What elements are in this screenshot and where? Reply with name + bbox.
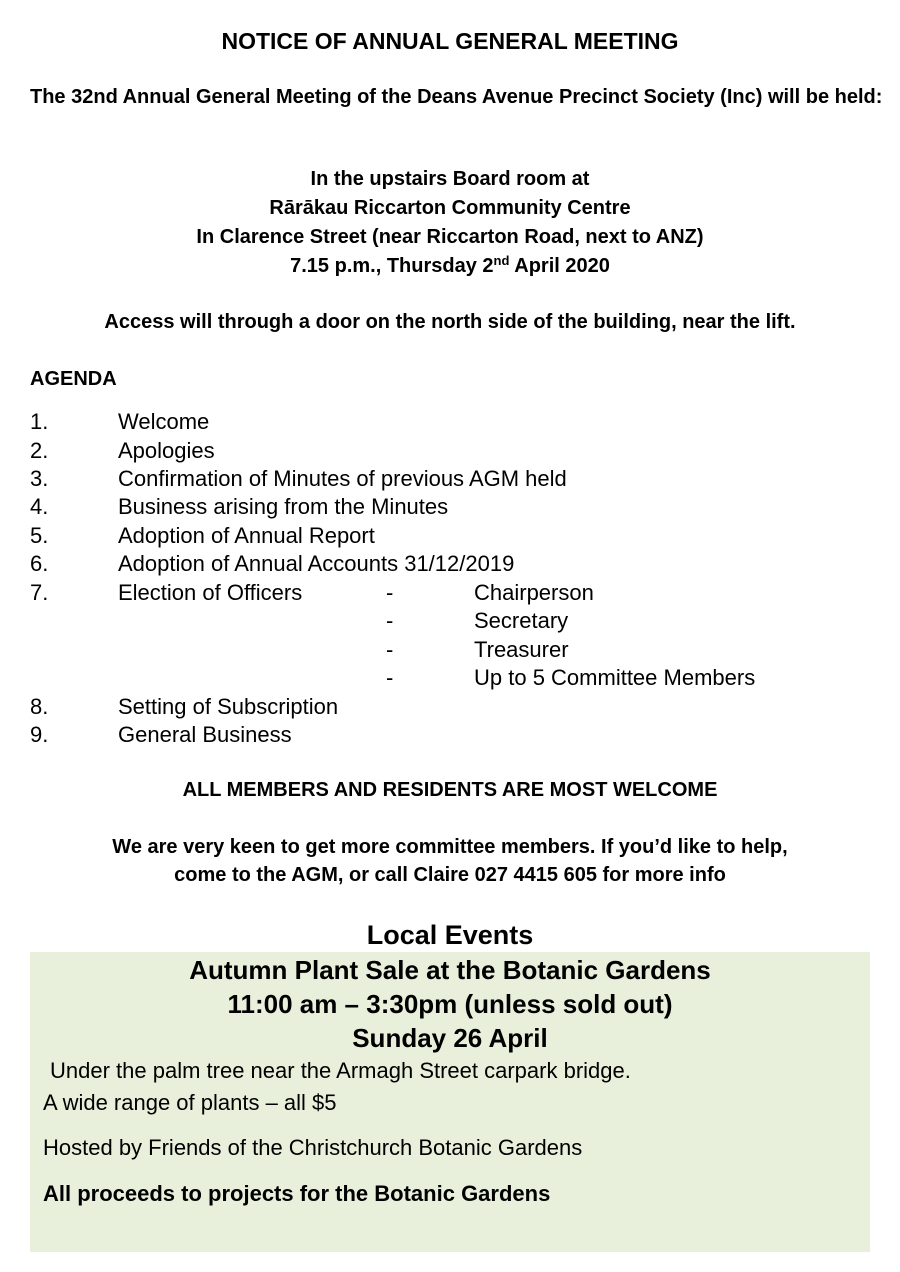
agenda-item-number: 5. [30,523,49,548]
agenda-item-number: 9. [30,722,49,747]
venue-line-street: In Clarence Street (near Riccarton Road, next to ANZ) [196,226,704,248]
plant-sale-time: 11:00 am – 3:30pm (unless sold out) [227,989,673,1019]
meeting-time [0,252,900,278]
agenda-item-number: 1. [30,409,49,434]
committee-appeal-line1: We are very keen to get more committee members. If you’d like to help, [112,836,788,858]
access-note: Access will through a door on the north side of the building, near the lift. [104,311,796,333]
agenda-item-text: Setting of Subscription [118,694,339,719]
agenda-item-number: 4. [30,494,49,519]
officer-role: Treasurer [474,637,569,662]
plant-sale-title: Autumn Plant Sale at the Botanic Gardens [189,955,711,985]
agenda-heading: AGENDA [30,368,117,390]
venue-line-room: In the upstairs Board room at [310,168,590,190]
meeting-time-suffix: April 2020 [509,255,610,277]
plant-sale-proceeds: All proceeds to projects for the Botanic Gardens [43,1181,551,1206]
agenda-item-text: General Business [118,722,292,747]
agenda-item-text: Apologies [118,438,215,463]
officer-dash: - [386,637,394,662]
officer-role: Secretary [474,608,569,633]
agenda-item-text: Adoption of Annual Accounts 31/12/2019 [118,551,515,576]
meeting-intro: The 32nd Annual General Meeting of the Deans Avenue Precinct Society (Inc) will be held: [30,86,883,108]
agenda-item-number: 2. [30,438,49,463]
agenda-item-text: Confirmation of Minutes of previous AGM held [118,466,567,491]
plant-sale-range: A wide range of plants – all $5 [43,1090,337,1115]
agenda-item-number: 7. [30,580,49,605]
agenda-item-number: 8. [30,694,49,719]
agenda-item-text: Welcome [118,409,210,434]
agenda-item-number: 3. [30,466,49,491]
agenda-item-text: Election of Officers [118,580,303,605]
meeting-time-ordinal: nd [493,252,510,268]
notice-title: NOTICE OF ANNUAL GENERAL MEETING [221,28,679,54]
welcome-banner: ALL MEMBERS AND RESIDENTS ARE MOST WELCOME [182,779,718,801]
officer-dash: - [386,608,394,633]
venue-line-centre: Rārākau Riccarton Community Centre [269,197,631,219]
officer-dash: - [386,665,394,690]
officer-role: Up to 5 Committee Members [474,665,756,690]
agenda-item-text: Adoption of Annual Report [118,523,375,548]
local-events-title: Local Events [366,920,534,950]
officer-role: Chairperson [474,580,594,605]
plant-sale-host: Hosted by Friends of the Christchurch Botanic Gardens [43,1135,583,1160]
agenda-item-number: 6. [30,551,49,576]
agenda-item-text: Business arising from the Minutes [118,494,449,519]
plant-sale-location: Under the palm tree near the Armagh Street carpark bridge. [50,1058,631,1083]
officer-dash: - [386,580,394,605]
plant-sale-date: Sunday 26 April [352,1023,548,1053]
committee-appeal-line2: come to the AGM, or call Claire 027 4415 605 for more info [174,864,726,886]
meeting-time-prefix: 7.15 p.m., Thursday 2 [290,255,494,277]
